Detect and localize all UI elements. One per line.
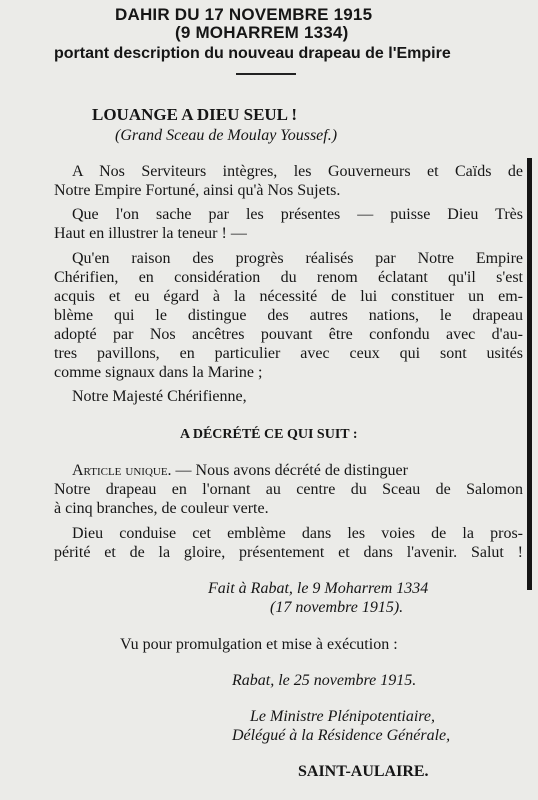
raison-line-1: Qu'en raison des progrès réalisés par Notre Empire <box>72 250 523 267</box>
fait-a-rabat: Fait à Rabat, le 9 Moharrem 1334 <box>208 580 429 597</box>
grand-sceau-line: (Grand Sceau de Moulay Youssef.) <box>115 127 338 144</box>
dahir-title: DAHIR DU 17 NOVEMBRE 1915 <box>115 5 373 24</box>
rabat-date: Rabat, le 25 novembre 1915. <box>232 672 417 689</box>
louange-heading: LOUANGE A DIEU SEUL ! <box>92 105 297 124</box>
ministre-title: Le Ministre Plénipotentiaire, <box>250 708 436 725</box>
address-line-2: Notre Empire Fortuné, ainsi qu'à Nos Sujets. <box>54 182 341 199</box>
header-divider <box>236 73 296 75</box>
page-edge-shadow <box>527 158 532 590</box>
article-line-3: à cinq branches, de couleur verte. <box>54 500 269 517</box>
article-text-1: — Nous avons décrété de distinguer <box>171 462 408 479</box>
raison-line-5: adopté par Nos ancêtres pouvant être confondu avec d'au- <box>54 326 523 343</box>
raison-line-3: acquis et eu égard à la nécessité de lui constituer un em- <box>54 288 523 305</box>
dahir-hijri-date: (9 MOHARREM 1334) <box>175 23 349 42</box>
fait-date: (17 novembre 1915). <box>270 599 404 616</box>
raison-line-7: comme signaux dans la Marine ; <box>54 364 263 381</box>
raison-line-2: Chérifien, en considération du renom éclatant qu'il s'est <box>54 269 523 286</box>
que-lon-line-1: Que l'on sache par les présentes — puisse Dieu Très <box>72 206 523 223</box>
article-line-1 <box>72 462 408 480</box>
article-line-2: Notre drapeau en l'ornant au centre du Sceau de Salomon <box>54 481 523 498</box>
signatory-name: SAINT-AULAIRE. <box>298 763 429 780</box>
address-line-1: A Nos Serviteurs intègres, les Gouverneurs et Caïds de <box>72 163 523 180</box>
majeste-line: Notre Majesté Chérifienne, <box>72 388 247 405</box>
delegue-title: Délégué à la Résidence Générale, <box>232 727 451 744</box>
dahir-subtitle: portant description du nouveau drapeau de l'Empire <box>54 45 451 62</box>
dieu-line-1: Dieu conduise cet emblème dans les voies de la pros- <box>72 525 523 542</box>
raison-line-6: tres pavillons, en particulier avec ceux qui sont usités <box>54 345 523 362</box>
dieu-line-2: périté et de la gloire, présentement et dans l'avenir. Salut ! <box>54 544 523 561</box>
vu-promulgation: Vu pour promulgation et mise à exécution : <box>120 636 398 653</box>
raison-line-4: blème qui le distingue des autres nations, le drapeau <box>54 307 523 324</box>
article-label: Article unique. <box>72 462 172 479</box>
que-lon-line-2: Haut en illustrer la teneur ! — <box>54 225 247 242</box>
decrete-heading: A DÉCRÉTÉ CE QUI SUIT : <box>180 427 358 442</box>
